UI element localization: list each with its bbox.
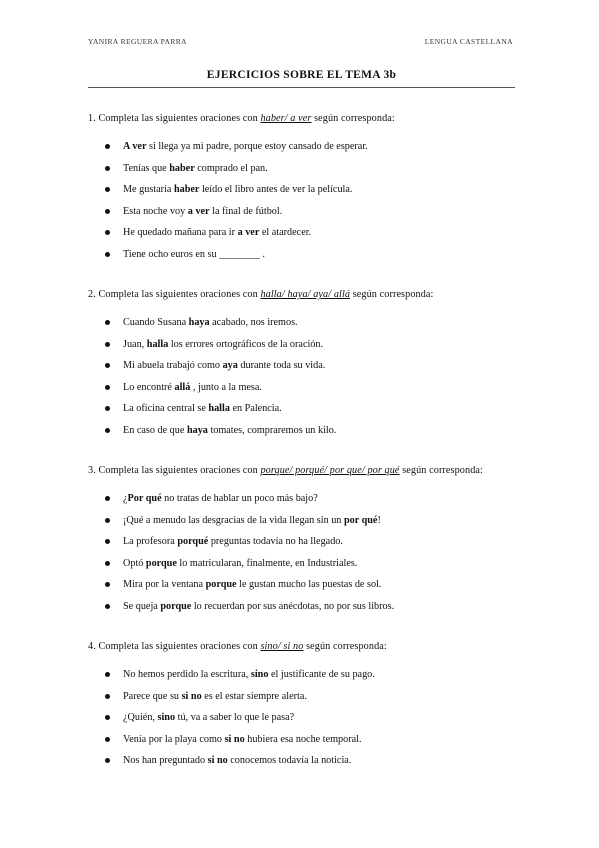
exercise-instruction	[88, 113, 518, 124]
item-text: Optó	[123, 557, 146, 569]
item-text: He quedado mañana para ir	[123, 227, 238, 238]
item-text: No hemos perdido la escritura,	[123, 669, 251, 680]
item-text: acabado, nos iremos.	[209, 317, 298, 328]
item-text: Nos han preguntado	[123, 755, 208, 766]
list-item	[105, 317, 515, 339]
list-item	[105, 536, 515, 558]
bullet-icon	[105, 496, 110, 501]
list-item	[105, 558, 515, 580]
instruction-keyword: halla/ haya/ aya/ allá	[260, 289, 351, 300]
list-item	[105, 734, 515, 756]
list-item	[105, 601, 515, 623]
page-title: EJERCICIOS SOBRE EL TEMA 3b	[206, 69, 397, 81]
item-text: el justificante de su pago.	[268, 669, 375, 680]
bullet-icon	[105, 209, 110, 214]
item-answer: haya	[186, 424, 208, 436]
bullet-icon	[105, 166, 110, 171]
item-answer: haber	[173, 184, 200, 195]
list-item	[105, 184, 515, 206]
item-text: Mi abuela trabajó como	[123, 360, 223, 371]
item-answer: Por qué	[127, 493, 162, 504]
list-item	[105, 691, 515, 713]
item-text: ¿Quién,	[123, 712, 158, 723]
item-text: durante toda su vida.	[237, 360, 326, 371]
item-answer: porque	[160, 600, 192, 612]
list-item	[105, 493, 515, 515]
item-text: Esta noche voy	[123, 205, 188, 217]
instruction-suffix: según corresponda:	[311, 113, 395, 124]
item-text: si llega ya mi padre, porque estoy cansado de esperar.	[146, 141, 368, 152]
bullet-icon	[105, 561, 110, 566]
item-text: ¡Qué a menudo las desgracias de la vida llegan sin un	[123, 514, 344, 526]
list-item	[105, 360, 515, 382]
item-text: Mira por la ventana	[123, 579, 206, 590]
instruction-prefix: 2. Completa las siguientes oraciones con	[88, 289, 261, 300]
list-item	[105, 579, 515, 601]
bullet-icon	[105, 385, 110, 390]
item-text: , junto a la mesa.	[190, 381, 262, 393]
bullet-icon	[105, 230, 110, 235]
item-answer: a ver	[237, 227, 260, 238]
bullet-icon	[105, 758, 110, 763]
item-text: los errores ortográficos de la oración.	[168, 338, 324, 350]
item-answer: si no	[207, 755, 228, 766]
exercise-list	[105, 493, 515, 622]
item-text: !	[377, 514, 381, 526]
bullet-icon	[105, 144, 110, 149]
exercise-instruction	[88, 641, 518, 652]
exercise-instruction	[88, 465, 518, 476]
bullet-icon	[105, 363, 110, 368]
list-item	[105, 755, 515, 777]
list-item	[105, 163, 515, 185]
exercise-list	[105, 141, 515, 270]
item-answer: si no	[224, 733, 245, 745]
item-text: Tenías que	[123, 162, 170, 174]
instruction-suffix: según corresponda:	[399, 465, 483, 476]
header-subject: LENGUA CASTELLANA	[424, 37, 513, 46]
bullet-icon	[105, 342, 110, 347]
bullet-icon	[105, 604, 110, 609]
item-text: Tiene ocho euros en su ________ .	[123, 248, 265, 260]
bullet-icon	[105, 582, 110, 587]
item-text: Venía por la playa como	[123, 733, 225, 745]
item-text: Cuando Susana	[123, 317, 189, 328]
item-text: no tratas de hablar un poco más bajo?	[161, 493, 318, 504]
item-answer: a ver	[187, 205, 210, 217]
instruction-keyword: porque/ porqué/ por que/ por qué	[260, 465, 400, 476]
bullet-icon	[105, 320, 110, 325]
item-answer: si no	[181, 690, 202, 702]
item-text: es el estar siempre alerta.	[201, 690, 307, 702]
item-answer: haya	[188, 317, 210, 328]
instruction-suffix: según corresponda:	[350, 289, 434, 300]
bullet-icon	[105, 672, 110, 677]
list-item	[105, 403, 515, 425]
item-answer: aya	[222, 360, 238, 371]
list-item	[105, 249, 515, 271]
item-text: lo matricularan, finalmente, en Industriales.	[176, 557, 358, 569]
item-text: Se queja	[123, 600, 161, 612]
instruction-prefix: 3. Completa las siguientes oraciones con	[88, 465, 261, 476]
list-item	[105, 425, 515, 447]
item-text: leído el libro antes de ver la película.	[199, 184, 353, 195]
bullet-icon	[105, 539, 110, 544]
item-text: el atardecer.	[259, 227, 312, 238]
bullet-icon	[105, 187, 110, 192]
bullet-icon	[105, 737, 110, 742]
item-text: En caso de que	[123, 424, 187, 436]
item-answer: A ver	[123, 141, 147, 152]
instruction-prefix: 4. Completa las siguientes oraciones con	[88, 641, 261, 652]
item-text: comprado el pan.	[194, 162, 268, 174]
item-answer: porqué	[177, 536, 209, 547]
list-item	[105, 206, 515, 228]
instruction-keyword: sino/ si no	[260, 641, 304, 652]
list-item	[105, 712, 515, 734]
instruction-prefix: 1. Completa las siguientes oraciones con	[88, 113, 261, 124]
list-item	[105, 382, 515, 404]
item-text: preguntas todavía no ha llegado.	[208, 536, 343, 547]
bullet-icon	[105, 252, 110, 257]
item-answer: haber	[169, 162, 195, 174]
exercise-instruction	[88, 289, 518, 300]
item-text: Parece que su	[123, 690, 182, 702]
list-item	[105, 515, 515, 537]
item-text: La profesora	[123, 536, 178, 547]
item-answer: porque	[145, 557, 177, 569]
item-text: ¿	[123, 493, 128, 504]
item-answer: sino	[250, 669, 269, 680]
item-text: hubiera esa noche temporal.	[244, 733, 362, 745]
list-item	[105, 141, 515, 163]
title-rule	[88, 87, 515, 88]
item-text: Me gustaría	[123, 184, 174, 195]
item-answer: allá	[174, 381, 191, 393]
bullet-icon	[105, 518, 110, 523]
item-text: La oficina central se	[123, 403, 209, 414]
item-answer: porque	[205, 579, 237, 590]
item-text: tomates, compraremos un kilo.	[207, 424, 337, 436]
item-text: tú, va a saber lo que le pasa?	[175, 712, 295, 723]
instruction-suffix: según corresponda:	[303, 641, 387, 652]
bullet-icon	[105, 694, 110, 699]
item-answer: por qué	[343, 514, 378, 526]
list-item	[105, 669, 515, 691]
item-text: le gustan mucho las puestas de sol.	[236, 579, 382, 590]
exercise-list	[105, 669, 515, 777]
instruction-keyword: haber/ a ver	[260, 113, 312, 124]
bullet-icon	[105, 406, 110, 411]
item-text: conocemos todavía la noticia.	[227, 755, 352, 766]
item-answer: halla	[208, 403, 230, 414]
bullet-icon	[105, 715, 110, 720]
item-text: Juan,	[123, 338, 147, 350]
list-item	[105, 339, 515, 361]
exercise-list	[105, 317, 515, 446]
item-text: lo recuerdan por sus anécdotas, no por sus libros.	[191, 600, 395, 612]
item-answer: halla	[146, 338, 169, 350]
header-author: YANIRA REGUERA PARRA	[88, 37, 187, 46]
bullet-icon	[105, 428, 110, 433]
item-text: Lo encontré	[123, 381, 175, 393]
item-text: la final de fútbol.	[209, 205, 283, 217]
list-item	[105, 227, 515, 249]
item-answer: sino	[157, 712, 176, 723]
item-text: en Palencia.	[229, 403, 282, 414]
